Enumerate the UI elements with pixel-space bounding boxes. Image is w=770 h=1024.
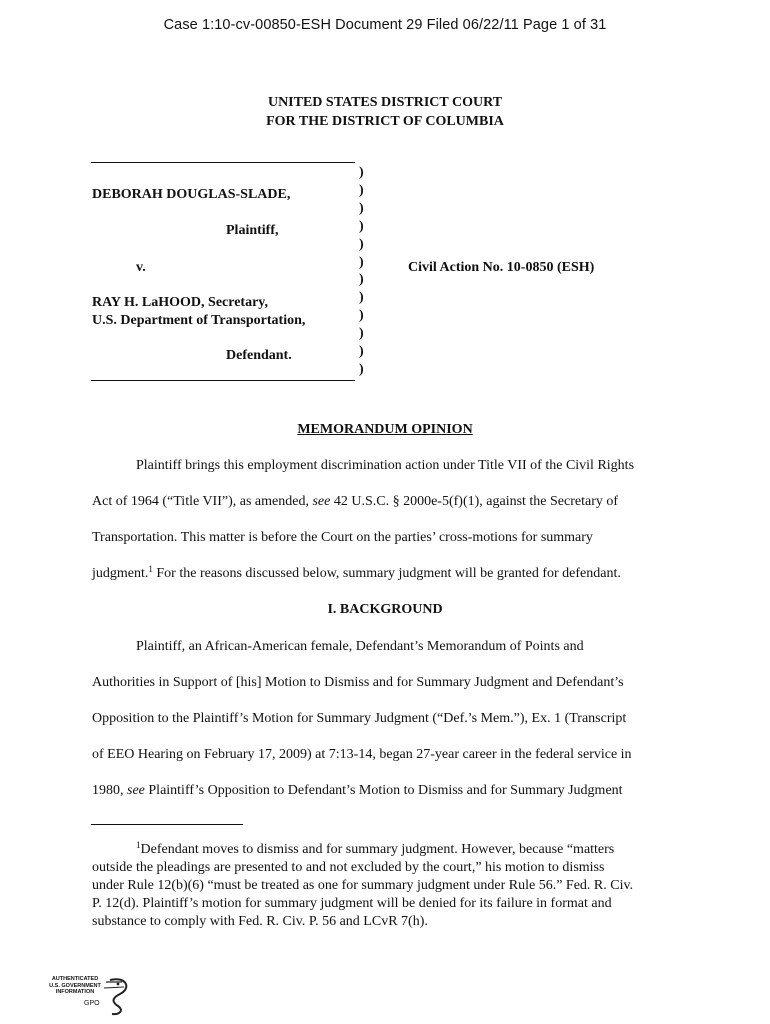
footnote-line: outside the pleadings are presented to and not excluded by the court,” his motion to dismiss [92,860,605,875]
caption-paren: ) [359,254,364,270]
footnote-line: P. 12(d). Plaintiff’s motion for summary judgment will be denied for its failure in format and [92,896,612,911]
paragraph-line: Opposition to the Plaintiff’s Motion for Summary Judgment (“Def.’s Mem.”), Ex. 1 (Transcript [92,711,627,726]
footnote-marker: 1 [136,840,141,850]
plaintiff-role: Plaintiff, [226,223,279,238]
footnote-separator [91,824,243,825]
citation-signal: see [127,783,145,798]
paragraph-line: Plaintiff, an African-American female, Defendant’s Memorandum of Points and [136,639,584,654]
paragraph-line: of EEO Hearing on February 17, 2009) at 7:13-14, began 27-year career in the federal service in [92,747,632,762]
caption-paren: ) [359,236,364,252]
footnote-line: substance to comply with Fed. R. Civ. P. 56 and LCvR 7(h). [92,914,428,929]
civil-action-number: Civil Action No. 10-0850 (ESH) [408,260,595,275]
caption-paren: ) [359,361,364,377]
footnote-line [136,842,614,858]
caption-paren: ) [359,326,364,342]
caption-paren: ) [359,218,364,234]
text-run: Plaintiff’s Opposition to Defendant’s Motion to Dismiss and for Summary Judgment [144,783,623,798]
court-name-line1: UNITED STATES DISTRICT COURT [267,95,503,110]
defendant-agency: U.S. Department of Transportation, [92,313,306,328]
caption-paren: ) [359,165,364,180]
defendant-name: RAY H. LaHOOD, Secretary, [92,295,269,310]
seal-gpo-text: GPO [84,1000,100,1007]
caption-paren: ) [359,308,364,324]
text-run: Act of 1964 (“Title VII”), as amended, [92,494,313,509]
caption-paren: ) [359,182,364,198]
section-heading-background: I. BACKGROUND [327,602,443,617]
paragraph-line: Transportation. This matter is before the Court on the parties’ cross-motions for summary [92,530,593,545]
caption-paren: ) [359,344,364,360]
citation-signal: see [312,494,331,509]
caption-bottom-rule [91,380,355,381]
seal-text: U.S. GOVERNMENT [49,982,101,989]
caption-paren: ) [359,290,364,306]
plaintiff-name: DEBORAH DOUGLAS-SLADE, [92,187,291,202]
text-run: 42 U.S.C. § 2000e-5(f)(1), against the Secretary of [330,494,619,509]
text-run: Defendant moves to dismiss and for summary judgment. However, because “matters [140,842,615,857]
caption-paren-column [359,164,371,379]
memorandum-title: MEMORANDUM OPINION [297,422,473,437]
paragraph-line: Plaintiff brings this employment discrimination action under Title VII of the Civil Rights [136,458,635,473]
caption-paren: ) [359,200,364,216]
footnote-line: under Rule 12(b)(6) “must be treated as one for summary judgment under Rule 56.” Fed. R. Civ. [92,878,634,893]
caption-top-rule [91,162,355,163]
gpo-authentication-seal [40,974,132,1016]
paragraph-line [92,783,623,799]
defendant-role: Defendant. [226,348,292,363]
text-run: For the reasons discussed below, summary judgment will be granted for defendant. [152,566,621,581]
paragraph-line [92,566,621,582]
paragraph-line [92,494,618,510]
paragraph-line: Authorities in Support of [his] Motion to Dismiss and for Summary Judgment and Defendant’s [92,675,624,690]
seal-text: AUTHENTICATED [51,976,99,982]
seal-text: INFORMATION [55,989,95,996]
footnote-reference[interactable]: 1 [148,564,153,574]
court-name-line2: FOR THE DISTRICT OF COLUMBIA [266,114,504,129]
text-run: 1980, [92,783,127,798]
case-header-stamp: Case 1:10-cv-00850-ESH Document 29 Filed 06/22/11 Page 1 of 31 [163,17,607,33]
caption-paren: ) [359,272,364,288]
text-run: judgment. [92,566,149,581]
versus-label: v. [136,260,146,275]
